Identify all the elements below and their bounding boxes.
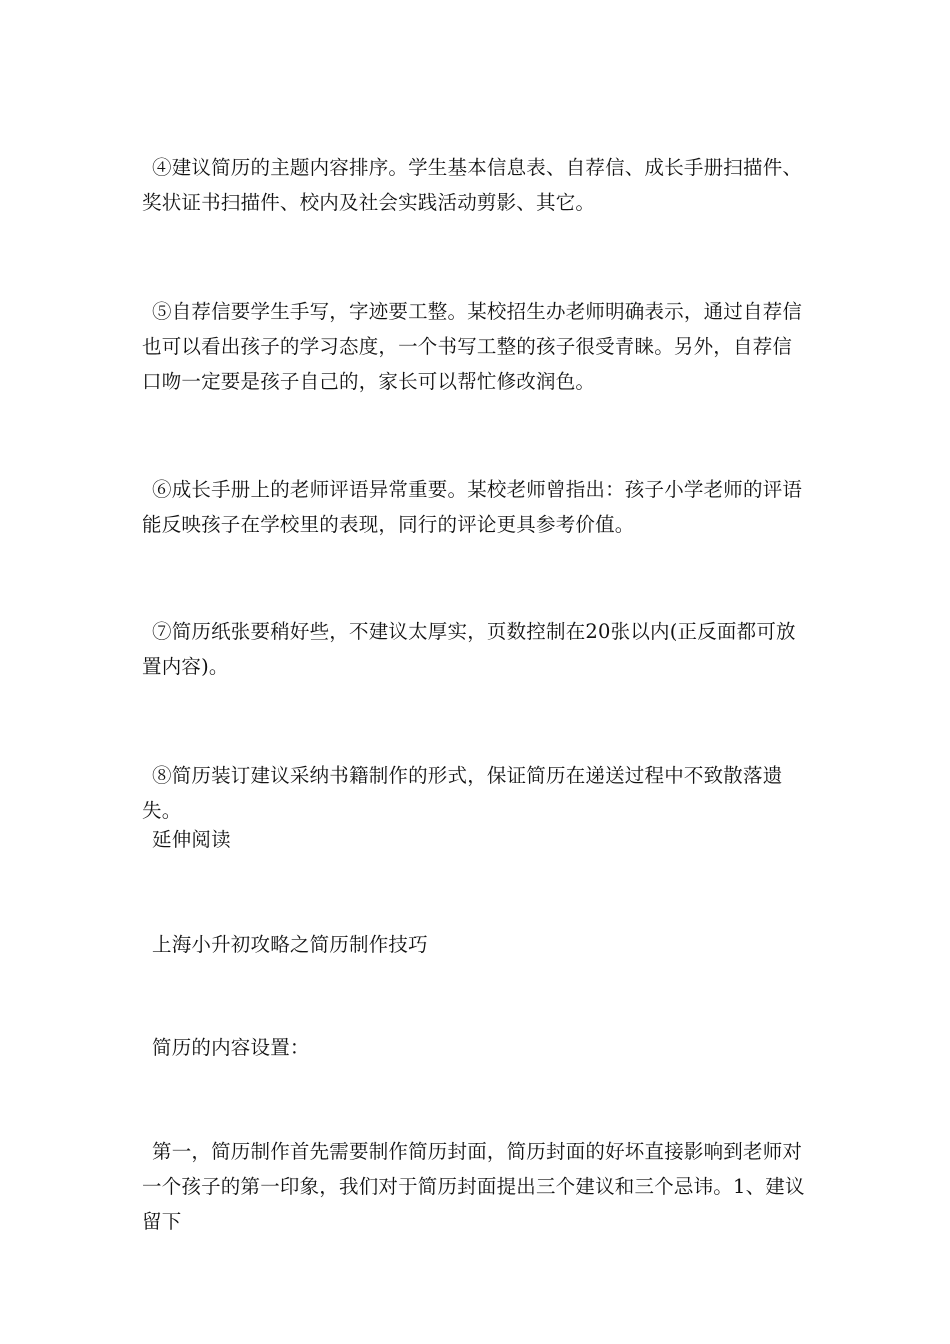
- heading-resume-content-settings: 简历的内容设置：: [152, 1036, 310, 1059]
- paragraph-resume-cover: 第一，简历制作首先需要制作简历封面，简历封面的好坏直接影响到老师对一个孩子的第一印象，我们对于简历封面提出三个建议和三个忌讳。1、建议留下: [142, 1140, 805, 1233]
- paragraph-self-recommendation-letter: ⑤自荐信要学生手写，字迹要工整。某校招生办老师明确表示，通过自荐信也可以看出孩子的学习态度，一个书写工整的孩子很受青睐。另外，自荐信口吻一定要是孩子自己的，家长可以帮忙修改润色。: [142, 300, 803, 393]
- paragraph-teacher-comments: ⑥成长手册上的老师评语异常重要。某校老师曾指出：孩子小学老师的评语能反映孩子在学校里的表现，同行的评论更具参考价值。: [142, 478, 803, 536]
- paragraph-binding: ⑧简历装订建议采纳书籍制作的形式，保证简历在递送过程中不致散落遗失。: [142, 764, 783, 822]
- paragraph-paper-quality: ⑦简历纸张要稍好些，不建议太厚实，页数控制在20张以内(正反面都可放置内容)。: [142, 620, 796, 678]
- heading-further-reading: 延伸阅读: [152, 828, 231, 851]
- paragraph-resume-content-order: ④建议简历的主题内容排序。学生基本信息表、自荐信、成长手册扫描件、奖状证书扫描件、校内及社会实践活动剪影、其它。: [142, 156, 803, 214]
- heading-resume-tips: 上海小升初攻略之简历制作技巧: [152, 933, 428, 956]
